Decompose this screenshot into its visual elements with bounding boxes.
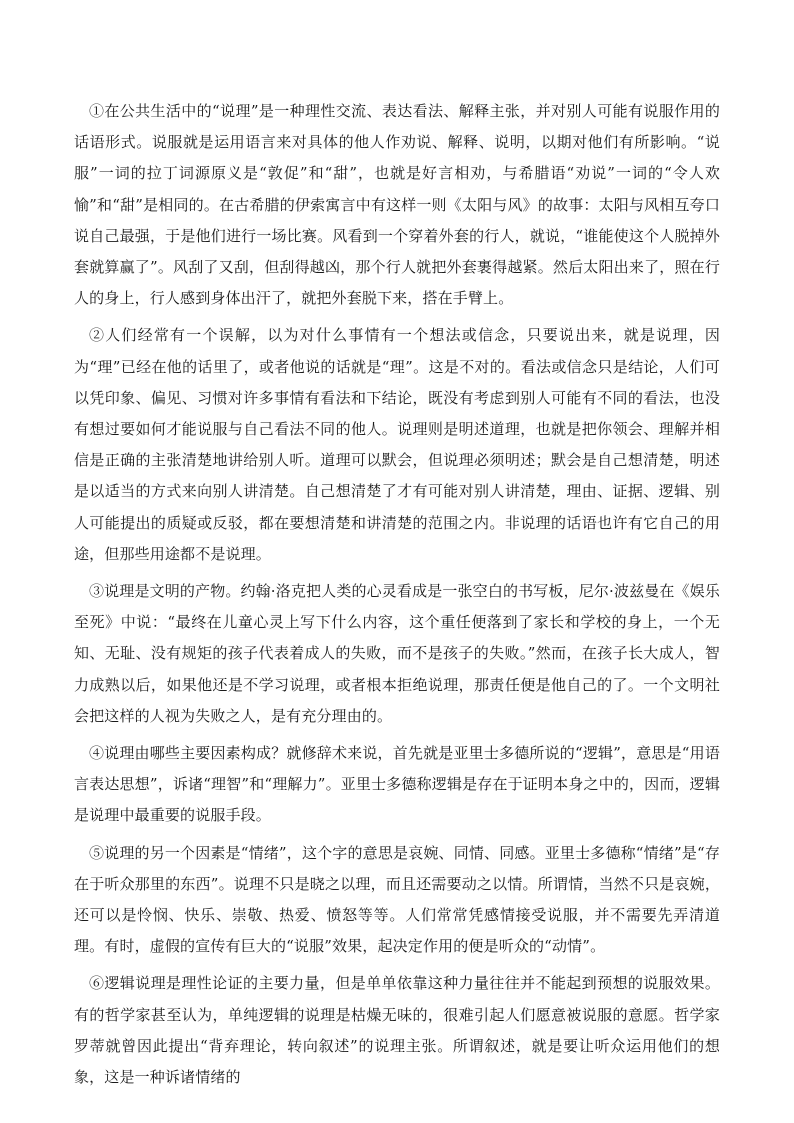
- paragraph-3: ③说理是文明的产物。约翰·洛克把人类的心灵看成是一张空白的书写板，尼尔·波兹曼在《娱乐至死》中说：“最终在儿童心灵上写下什么内容，这个重任便落到了家长和学校的身上，一个无知、无耻、没有规矩的孩子代表着成人的失败，而不是孩子的失败。”然而，在孩子长大成人，智力成熟以后，如果他还是不学习说理，或者根本拒绝说理，那责任便是他自己的了。一个文明社会把这样的人视为失败之人，是有充分理由的。: [74, 582, 720, 725]
- paragraph-2: ②人们经常有一个误解，以为对什么事情有一个想法或信念，只要说出来，就是说理，因为“理”已经在他的话里了，或者他说的话就是“理”。这是不对的。看法或信念只是结论，人们可以凭印象、偏见、习惯对许多事情有看法和下结论，既没有考虑到别人可能有不同的看法，也没有想过要如何才能说服与自己看法不同的他人。说理则是明述道理，也就是把你领会、理解并相信是正确的主张清楚地讲给别人听。道理可以默会，但说理必须明述；默会是自己想清楚，明述是以适当的方式来向别人讲清楚。自己想清楚了才有可能对别人讲清楚，理由、证据、逻辑、别人可能提出的质疑或反驳，都在要想清楚和讲清楚的范围之内。非说理的话语也许有它自己的用途，但那些用途都不是说理。: [74, 326, 720, 563]
- paragraph-1: ①在公共生活中的“说理”是一种理性交流、表达看法、解释主张，并对别人可能有说服作用的话语形式。说服就是运用语言来对具体的他人作劝说、解释、说明，以期对他们有所影响。“说服”一词的拉丁词源原义是“敦促”和“甜”，也就是好言相劝，与希腊语“劝说”一词的“令人欢愉”和“甜”是相同的。在古希腊的伊索寓言中有这样一则《太阳与风》的故事：太阳与风相互夸口说自己最强，于是他们进行一场比赛。风看到一个穿着外套的行人，就说，“谁能使这个人脱掉外套就算赢了”。风刮了又刮，但刮得越凶，那个行人就把外套裹得越紧。然后太阳出来了，照在行人的身上，行人感到身体出汗了，就把外套脱下来，搭在手臂上。: [74, 102, 720, 308]
- paragraph-6: ⑥逻辑说理是理性论证的主要力量，但是单单依靠这种力量往往并不能起到预想的说服效果。有的哲学家甚至认为，单纯逻辑的说理是枯燥无味的，很难引起人们愿意被说服的意愿。哲学家罗蒂就曾因此提出“背弃理论，转向叙述”的说理主张。所谓叙述，就是要让听众运用他们的想象，这是一种诉诸情绪的: [74, 974, 720, 1087]
- article-body: [74, 96, 720, 1099]
- paragraph-5: ⑤说理的另一个因素是“情绪”，这个字的意思是哀婉、同情、同感。亚里士多德称“情绪”是“存在于听众那里的东西”。说理不只是晓之以理，而且还需要动之以情。所谓情，当然不只是哀婉，还可以是怜悯、快乐、崇敬、热爱、愤怒等等。人们常常凭感情接受说服，并不需要先弄清道理。有时，虚假的宣传有巨大的“说服”效果，起决定作用的便是听众的“动情”。: [74, 843, 720, 956]
- paragraph-4: ④说理由哪些主要因素构成？就修辞术来说，首先就是亚里士多德所说的“逻辑”，意思是“用语言表达思想”，诉诸“理智”和“理解力”。亚里士多德称逻辑是存在于证明本身之中的，因而，逻辑是说理中最重要的说服手段。: [74, 744, 720, 825]
